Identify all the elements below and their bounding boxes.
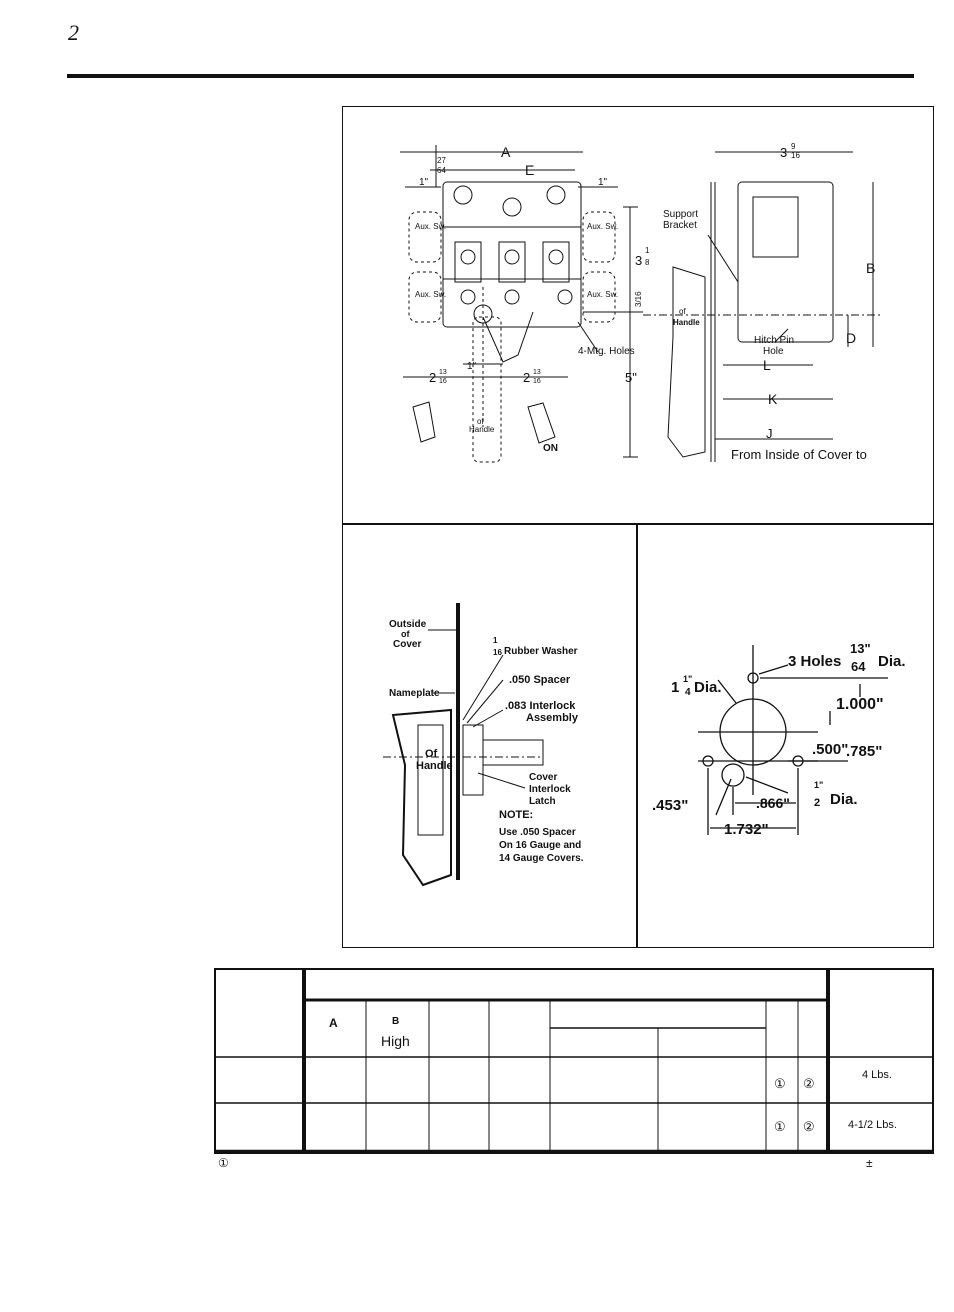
dim-b: B [866, 260, 876, 276]
rubber-washer-label: Rubber Washer [504, 646, 578, 657]
col-a-header: A [329, 1016, 338, 1030]
outside-of-label: of [401, 629, 410, 639]
dim-3-9-16-whole: 3 [780, 145, 788, 160]
dim-5: 5" [625, 370, 637, 385]
rubber-washer-num: 1 [493, 636, 498, 645]
big-hole-dia: Dia. [694, 679, 722, 696]
holes-den: 64 [851, 659, 866, 674]
dim-3-9-16-den: 16 [791, 151, 800, 160]
dim-3-1-8-num: 1 [645, 246, 650, 255]
footnote-plusminus: ± [866, 1156, 873, 1170]
page-number: 2 [68, 20, 79, 45]
half-num: 1" [814, 780, 824, 790]
dim-2-13-16-right-num: 13 [533, 369, 541, 376]
hitch-pin-2: Hole [763, 346, 784, 357]
dim-3-16: 3/16 [634, 291, 643, 307]
dim-1-right: 1" [598, 177, 608, 188]
dimensions-table [214, 968, 934, 1154]
interlock-detail-drawing [343, 525, 635, 947]
cover-interlock-3: Latch [529, 796, 556, 807]
outside-cover-label: Cover [393, 639, 422, 650]
nameplate-label: Nameplate [389, 688, 440, 699]
cl-of-right: of [679, 307, 686, 316]
cl-handle-left: Handle [469, 425, 495, 434]
spacer-label: .050 Spacer [509, 674, 571, 686]
dim-500: .500" [812, 741, 849, 758]
note-line-1: Use .050 Spacer [499, 827, 576, 838]
dim-27-64-num: 27 [437, 156, 446, 165]
dim-2-13-16-left-den: 16 [439, 378, 447, 385]
dim-e: E [525, 162, 535, 178]
aux-sw-4: Aux. Sw. [587, 290, 619, 299]
half-dia: Dia. [830, 791, 858, 808]
half-den: 2 [814, 797, 821, 809]
dim-3-1-8-den: 8 [645, 258, 650, 267]
note-title: NOTE: [499, 809, 534, 821]
col-b-header: B [392, 1016, 400, 1027]
holes-num: 13" [850, 641, 871, 656]
dim-2-13-16-right-den: 16 [533, 378, 541, 385]
note-line-2: On 16 Gauge and [499, 840, 582, 851]
dim-3-9-16-num: 9 [791, 142, 796, 151]
footnote-mark: ① [218, 1156, 229, 1170]
dim-785: .785" [846, 743, 883, 760]
mtg-holes-label: 4-Mtg. Holes [578, 346, 635, 357]
support-bracket-2: Bracket [663, 220, 697, 231]
row2-mark-1: ① [774, 1119, 786, 1134]
cover-interlock-1: Cover [529, 772, 558, 783]
dim-866: .866" [756, 795, 790, 811]
from-inside-label: From Inside of Cover to [731, 447, 867, 462]
aux-sw-2: Aux. Sw. [415, 290, 447, 299]
of-handle-label-1: Of [425, 748, 438, 760]
hitch-pin-1: Hitch Pin [754, 335, 795, 346]
dim-3-1-8-whole: 3 [635, 253, 643, 268]
dim-1-lower: 1" [467, 361, 477, 372]
interlock-label-1: .083 Interlock [505, 700, 576, 712]
dim-1-left: 1" [419, 177, 429, 188]
dim-2-13-16-left-num: 13 [439, 369, 447, 376]
row1-mark-2: ② [803, 1076, 815, 1091]
dim-1732: 1.732" [724, 821, 769, 838]
dim-453: .453" [652, 797, 689, 814]
dim-l: L [763, 357, 771, 373]
dimension-drawing [343, 107, 933, 522]
dim-2-13-16-right-whole: 2 [523, 370, 531, 385]
header-rule [67, 74, 914, 78]
interlock-label-2: Assembly [526, 712, 578, 724]
support-bracket-1: Support [663, 209, 699, 220]
dim-j: J [766, 426, 773, 441]
dim-2-13-16-left-whole: 2 [429, 370, 437, 385]
row2-mark-2: ② [803, 1119, 815, 1134]
on-label: ON [543, 443, 558, 454]
drilling-plan-drawing [638, 525, 932, 947]
cl-handle-right: Handle [673, 318, 700, 327]
dim-27-64-den: 64 [437, 166, 446, 175]
dim-1000: 1.000" [836, 696, 884, 713]
holes-dia: Dia. [878, 653, 906, 670]
col-b-sub: High [381, 1033, 410, 1049]
big-hole-num: 1" [683, 674, 693, 684]
dim-a: A [501, 144, 511, 160]
aux-sw-3: Aux. Sw. [587, 222, 619, 231]
big-hole-den: 4 [685, 687, 691, 698]
note-line-3: 14 Gauge Covers. [499, 853, 584, 864]
row1-weight: 4 Lbs. [862, 1069, 892, 1081]
big-hole-whole: 1 [671, 679, 680, 696]
of-handle-label-2: Handle [416, 760, 453, 772]
aux-sw-1: Aux. Sw. [415, 222, 447, 231]
dim-k: K [768, 391, 778, 407]
dim-d: D [846, 330, 857, 346]
cl-of-left: of [477, 417, 484, 426]
row1-mark-1: ① [774, 1076, 786, 1091]
outside-label: Outside [389, 619, 427, 630]
holes-label: 3 Holes [788, 653, 842, 670]
row2-weight: 4-1/2 Lbs. [848, 1119, 897, 1131]
rubber-washer-den: 16 [493, 648, 502, 657]
cover-interlock-2: Interlock [529, 784, 571, 795]
